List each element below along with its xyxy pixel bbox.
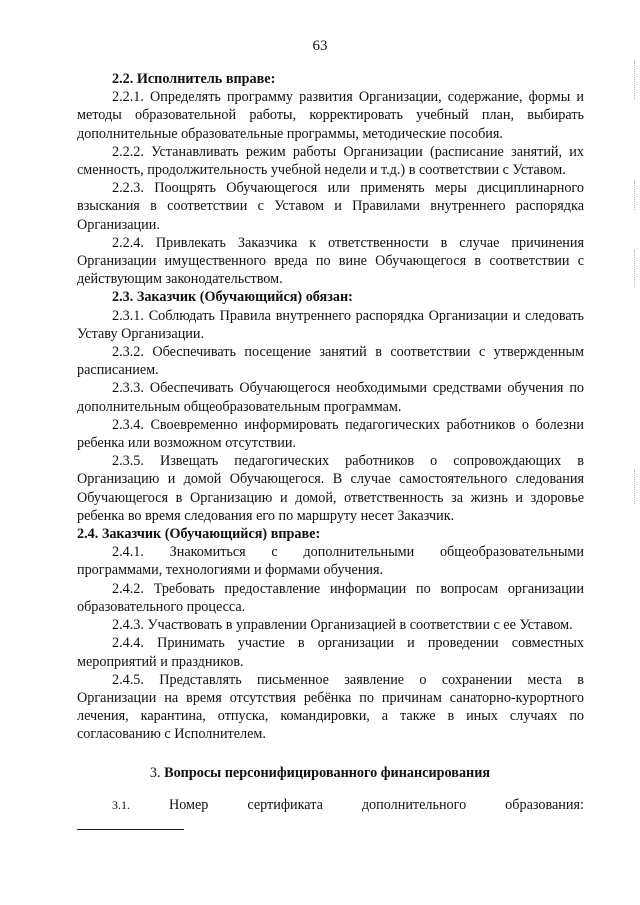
section-number: 3. [149, 765, 161, 781]
clause-paragraph: 2.4.1. Знакомиться с дополнительными общеобразовательными программами, технологиями и формами обучения. [77, 544, 584, 579]
clause-paragraph: 2.3.4. Своевременно информировать педагогических работников о болезни ребенка или возможном отсутствии. [77, 416, 584, 452]
page-number: 63 [312, 38, 328, 54]
clause-paragraph: 2.2.4. Привлекать Заказчика к ответственности в случае причинения Организации имущественного вреда по вине Обучающегося в соответствии с действующим законодательством. [77, 234, 584, 288]
clause-paragraph: 2.2.3. Поощрять Обучающегося или применять меры дисциплинарного взыскания в соответствии с Уставом и Правилами внутреннего распорядка Организации. [77, 180, 584, 233]
clause-heading: 2.4. Заказчик (Обучающийся) вправе: [77, 526, 321, 543]
scan-margin-mark [634, 250, 636, 286]
scan-margin-mark [634, 60, 636, 100]
document-body [77, 70, 584, 744]
scan-margin-mark [634, 470, 636, 504]
clause-paragraph: 2.3.5. Извещать педагогических работников о сопровождающих в Организацию и домой Обучающегося. В случае самостоятельного следования Обучающегося в Организацию и домой, ответственность за жизнь и здоровье ребенка во время следования его по маршруту несет Заказчик. [77, 453, 584, 524]
clause-paragraph: 2.4.3. Участвовать в управлении Организацией в соответствии с ее Уставом. [112, 617, 573, 634]
clause-heading: 2.3. Заказчик (Обучающийся) обязан: [112, 289, 353, 306]
clause-paragraph: 2.2.2. Устанавливать режим работы Организации (расписание занятий, их сменность, продолжительность учебной недели и т.д.) в соответствии с Уставом. [77, 143, 584, 179]
clause-heading: 2.2. Исполнитель вправе: [112, 71, 276, 87]
scan-margin-mark [634, 180, 636, 210]
clause-paragraph: 2.4.2. Требовать предоставление информации по вопросам организации образовательного процесса. [77, 580, 584, 615]
sub-item-line [112, 796, 584, 814]
footnote-rule [77, 829, 184, 830]
clause-paragraph: 2.2.1. Определять программу развития Организации, содержание, формы и методы образовательной работы, корректировать учебный план, выбирать дополнительные образовательные программы, методические пособия. [77, 89, 584, 142]
section-title-text: Вопросы персонифицированного финансирования [164, 765, 491, 781]
clause-paragraph: 2.3.1. Соблюдать Правила внутреннего распорядка Организации и следовать Уставу Организации. [77, 307, 584, 342]
clause-paragraph: 2.4.5. Представлять письменное заявление о сохранении места в Организации на время отсутствия ребёнка по причинам санаторно-курортного лечения, карантина, отпуска, командировки, а также в иных случаях по согласованию с Исполнителем. [77, 671, 584, 743]
sub-item-word: Номер [168, 797, 209, 813]
clause-paragraph: 2.3.2. Обеспечивать посещение занятий в соответствии с утвержденным расписанием. [77, 344, 584, 379]
sub-item-word: дополнительного [361, 797, 467, 813]
sub-item-word: сертификата [247, 797, 323, 813]
sub-item-word: образования: [505, 797, 584, 813]
sub-item-number: 3.1. [112, 798, 130, 812]
section-title [0, 764, 640, 782]
clause-paragraph: 2.3.3. Обеспечивать Обучающегося необходимыми средствами обучения по дополнительным общеобразовательным программам. [77, 380, 584, 415]
clause-paragraph: 2.4.4. Принимать участие в организации и проведении совместных мероприятий и праздников. [77, 635, 584, 670]
